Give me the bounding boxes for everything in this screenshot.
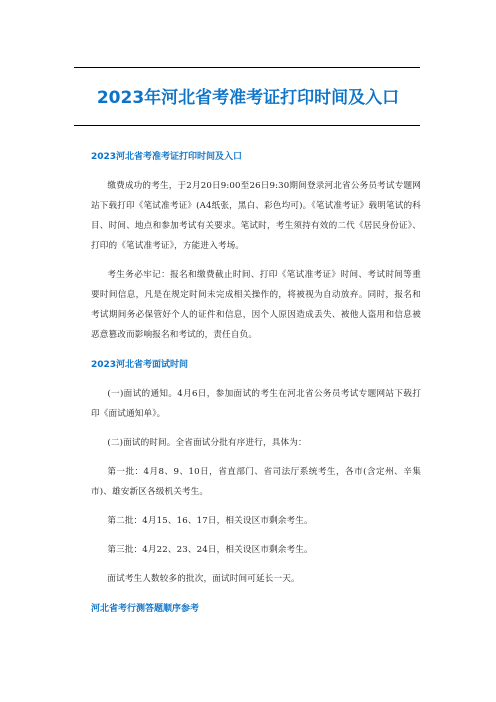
document-body bbox=[91, 150, 421, 616]
paragraph-reminder: 考生务必牢记：报名和缴费截止时间、打印《笔试准考证》时间、考试时间等重要时间信息，凡是在规定时间未完成相关操作的，将被视为自动放弃。同时，报名和考试期间务必保管好个人的证件和信息，因个人原因造成丢失、被他人盗用和信息被恶意篡改而影响报名和考试的，责任自负。 bbox=[91, 270, 421, 340]
paragraph-batch-3: 第三批：4月22、23、24日，相关设区市剩余考生。 bbox=[107, 545, 313, 555]
title-divider bbox=[74, 125, 420, 126]
paragraph-interview-schedule: (二)面试的时间。全省面试分批有序进行，具体为： bbox=[107, 438, 307, 448]
section-heading-interview-time: 2023河北省考面试时间 bbox=[91, 360, 189, 370]
paragraph-interview-notice: (一)面试的通知。4月6日，参加面试的考生在河北省公务员考试专题网站下载打印《面试通知单》。 bbox=[91, 389, 421, 419]
section-heading-print-time: 2023河北省考准考证打印时间及入口 bbox=[91, 152, 243, 162]
document-title: 2023年河北省考准考证打印时间及入口 bbox=[96, 88, 400, 108]
paragraph-batch-2: 第二批：4月15、16、17日，相关设区市剩余考生。 bbox=[107, 516, 313, 526]
paragraph-batch-1: 第一批：4月8、9、10日，省直部门、省司法厅系统考生，各市(含定州、辛集市)、雄安新区各级机关考生。 bbox=[91, 467, 421, 497]
paragraph-extension-note: 面试考生人数较多的批次，面试时间可延长一天。 bbox=[107, 574, 300, 584]
paragraph-print-instructions: 缴费成功的考生，于2月20日9:00至26日9:30期间登录河北省公务员考试专题网站下载打印《笔试准考证》(A4纸张，黑白、彩色均可)。《笔试准考证》载明笔试的科目、时间、地点和参加考试有关要求。笔试时，考生须持有效的二代《居民身份证》、打印的《笔试准考证》，方能进入考场。 bbox=[91, 181, 421, 251]
top-divider bbox=[74, 67, 420, 68]
section-heading-answer-order: 河北省考行测答题顺序参考 bbox=[91, 604, 200, 614]
